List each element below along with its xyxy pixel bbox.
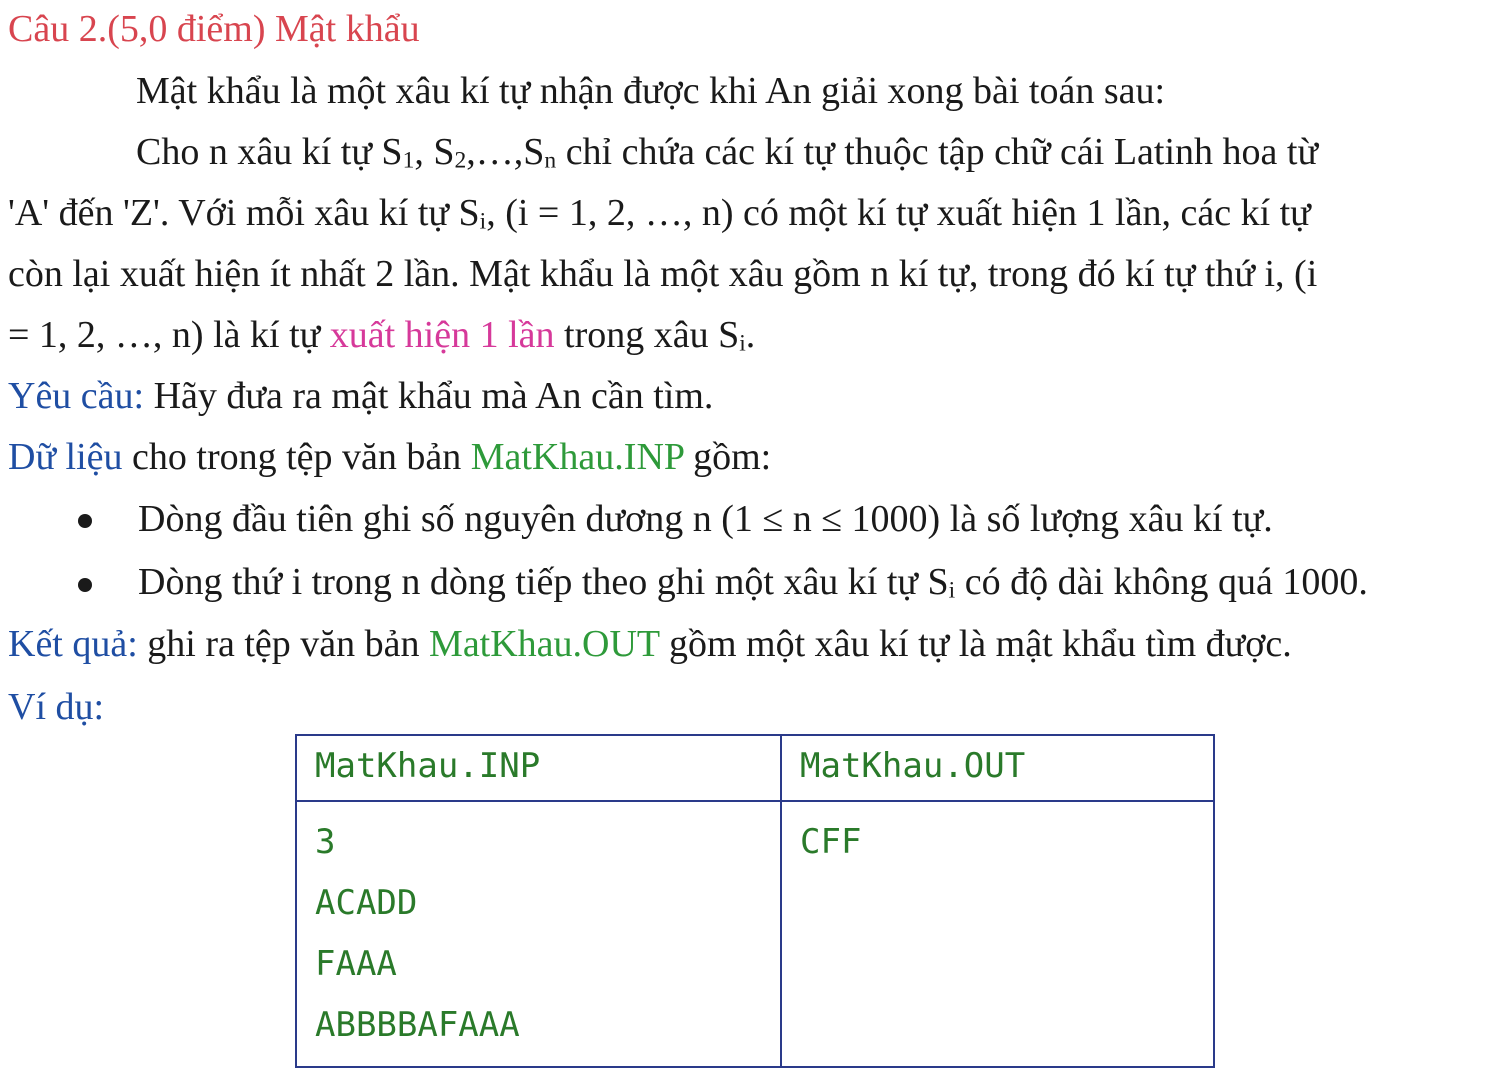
input-spec-line: Dữ liệu cho trong tệp văn bản MatKhau.INP gồm: [8,436,772,478]
example-table [295,734,1215,1068]
table-header-row [296,735,1214,801]
input-line: ABBBBAFAAA [315,1005,520,1045]
output-cell [781,801,1214,1067]
input-line: FAAA [315,944,397,984]
paragraph-line-4: = 1, 2, …, n) là kí tự xuất hiện 1 lần trong xâu Si. [8,314,756,357]
paragraph-line-2: 'A' đến 'Z'. Với mỗi xâu kí tự Si, (i = 1, 2, …, n) có một kí tự xuất hiện 1 lần, các kí tự [8,192,1311,235]
paragraph-line-3: còn lại xuất hiện ít nhất 2 lần. Mật khẩu là một xâu gồm n kí tự, trong đó kí tự thứ i, (i [8,253,1318,295]
table-header-input: MatKhau.INP [296,735,781,801]
table-row [296,801,1214,1067]
output-line: CFF [800,822,862,862]
output-spec-line: Kết quả: ghi ra tệp văn bản MatKhau.OUT gồm một xâu kí tự là mật khẩu tìm được. [8,623,1292,665]
highlight-once: xuất hiện 1 lần [329,314,555,356]
input-filename: MatKhau.INP [470,436,684,478]
table-header-output: MatKhau.OUT [781,735,1214,801]
bullet-icon [78,578,92,592]
input-line: ACADD [315,883,418,923]
bullet-item-2: Dòng thứ i trong n dòng tiếp theo ghi một xâu kí tự Si có độ dài không quá 1000. [138,561,1368,604]
requirement-line: Yêu cầu: Hãy đưa ra mật khẩu mà An cần tìm. [8,375,714,417]
output-spec-label: Kết quả: [8,623,138,665]
input-line: 3 [315,822,336,862]
input-spec-label: Dữ liệu [8,436,123,478]
intro-text: Mật khẩu là một xâu kí tự nhận được khi An giải xong bài toán sau: [136,70,1166,112]
paragraph-line-1: Cho n xâu kí tự S1, S2,…,Sn chỉ chứa các kí tự thuộc tập chữ cái Latinh hoa từ [136,131,1319,174]
problem-title: Câu 2.(5,0 điểm) Mật khẩu [8,8,420,50]
bullet-item-1: Dòng đầu tiên ghi số nguyên dương n (1 ≤ n ≤ 1000) là số lượng xâu kí tự. [138,498,1273,540]
input-cell [296,801,781,1067]
example-label: Ví dụ: [8,686,105,728]
bullet-icon [78,514,92,528]
output-filename: MatKhau.OUT [429,623,660,665]
requirement-label: Yêu cầu: [8,375,145,417]
